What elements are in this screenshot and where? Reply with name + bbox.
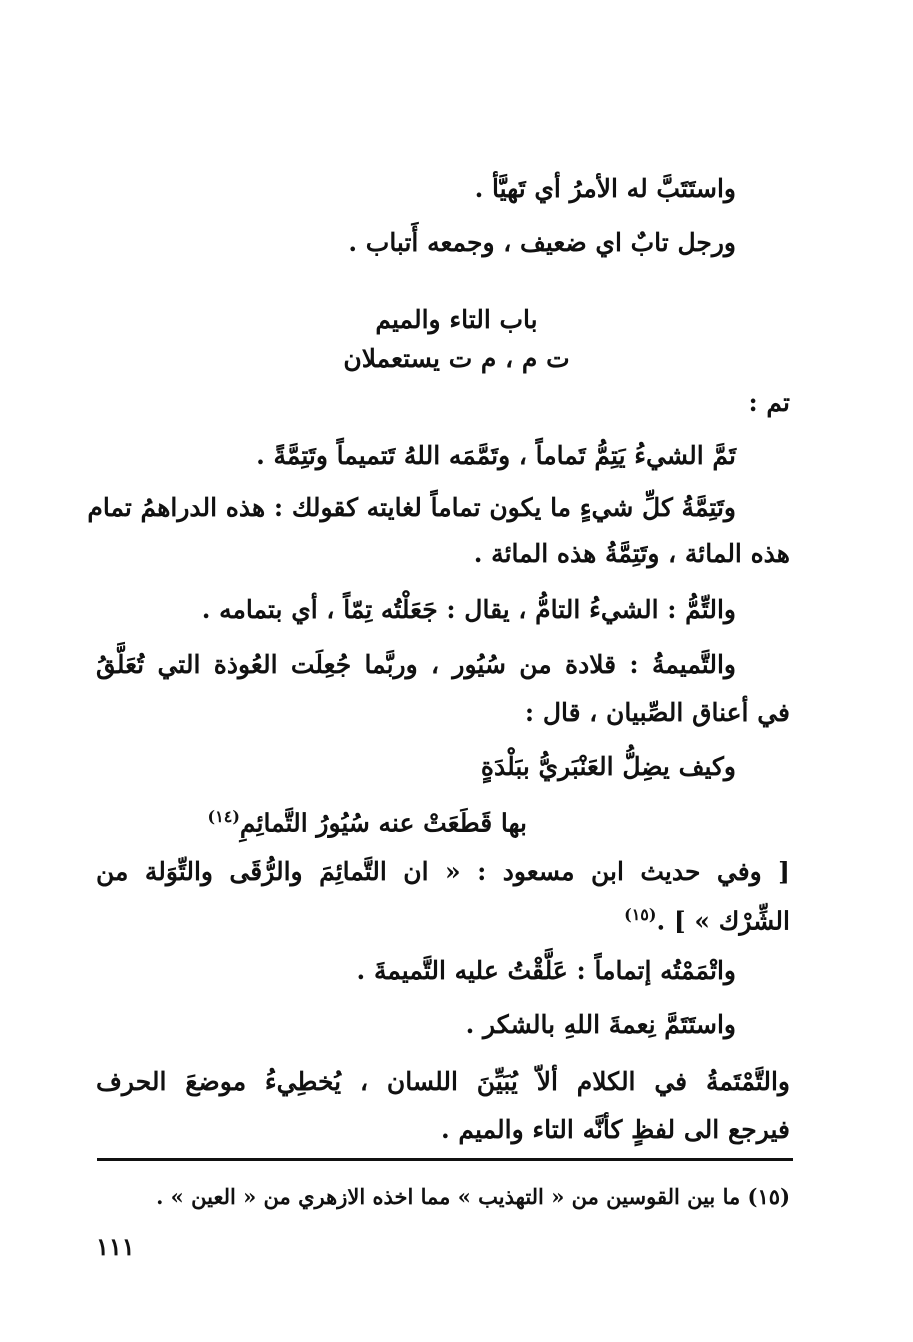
text-line: في أعناق الصِّبيان ، قال :	[524, 698, 790, 727]
verse-line: وكيف يضِلُّ العَنْبَريُّ ببَلْدَةٍ	[480, 752, 736, 781]
text-line: ورجل تابٌ اي ضعيف ، وجمعه أَتباب .	[348, 228, 736, 257]
text-line: [ وفي حديث ابن مسعود : « ان التَّمائِمَ والرُّقَى والتِّوَلة من	[96, 857, 790, 886]
text-line: وتَتِمَّةُ كلِّ شيءٍ ما يكون تماماً لغايته كقولك : هذه الدراهمُ تمام	[87, 493, 736, 522]
section-subtitle: ت م ، م ت يستعملان	[343, 344, 570, 373]
text-line: هذه المائة ، وتَتِمَّةُ هذه المائة .	[473, 539, 790, 568]
text-line: والتَّميمةُ : قلادة من سُيُور ، وربَّما جُعِلَت العُوذة التي تُعَلَّقُ	[96, 650, 736, 679]
page-number: ١١١	[96, 1232, 135, 1261]
text-line: واستَتَمَّ نِعمةَ اللهِ بالشكر .	[465, 1010, 736, 1039]
text-line: تَمَّ الشيءُ يَتِمُّ تَماماً ، وتَمَّمَه اللهُ تَتميماً وتَتِمَّةً .	[256, 441, 736, 470]
text-line: واستَتَبَّ له الأمرُ أي تَهيَّأ .	[474, 174, 736, 203]
footnote-marker: (١٥)	[624, 905, 657, 924]
verse-text: بها قَطَعَتْ عنه سُيُورُ التَّمائِمِ	[239, 808, 527, 838]
text-line: والتَّمْتَمةُ في الكلام ألاّ يُبَيِّنَ اللسان ، يُخطِيءُ موضعَ الحرف	[96, 1067, 790, 1096]
footnote-divider	[97, 1158, 793, 1161]
footnote: (١٥) ما بين القوسين من « التهذيب » مما اخذه الازهري من « العين » .	[156, 1184, 790, 1209]
entry-heading: تم :	[748, 388, 790, 417]
text-line: فيرجع الى لفظٍ كأنَّه التاء والميم .	[441, 1115, 790, 1144]
footnote-marker: (١٤)	[207, 807, 240, 826]
verse-line	[208, 800, 527, 840]
text-line: والتِّمُّ : الشيءُ التامُّ ، يقال : جَعَلْتُه تِمّاً ، أي بتمامه .	[201, 595, 736, 624]
text-line: واتْمَمْتُه إتماماً : عَلَّقْتُ عليه التَّميمةَ .	[356, 956, 736, 985]
line-text: الشِّرْك » ] .	[656, 906, 790, 936]
section-title: باب التاء والميم	[375, 305, 538, 334]
text-line	[624, 898, 790, 938]
